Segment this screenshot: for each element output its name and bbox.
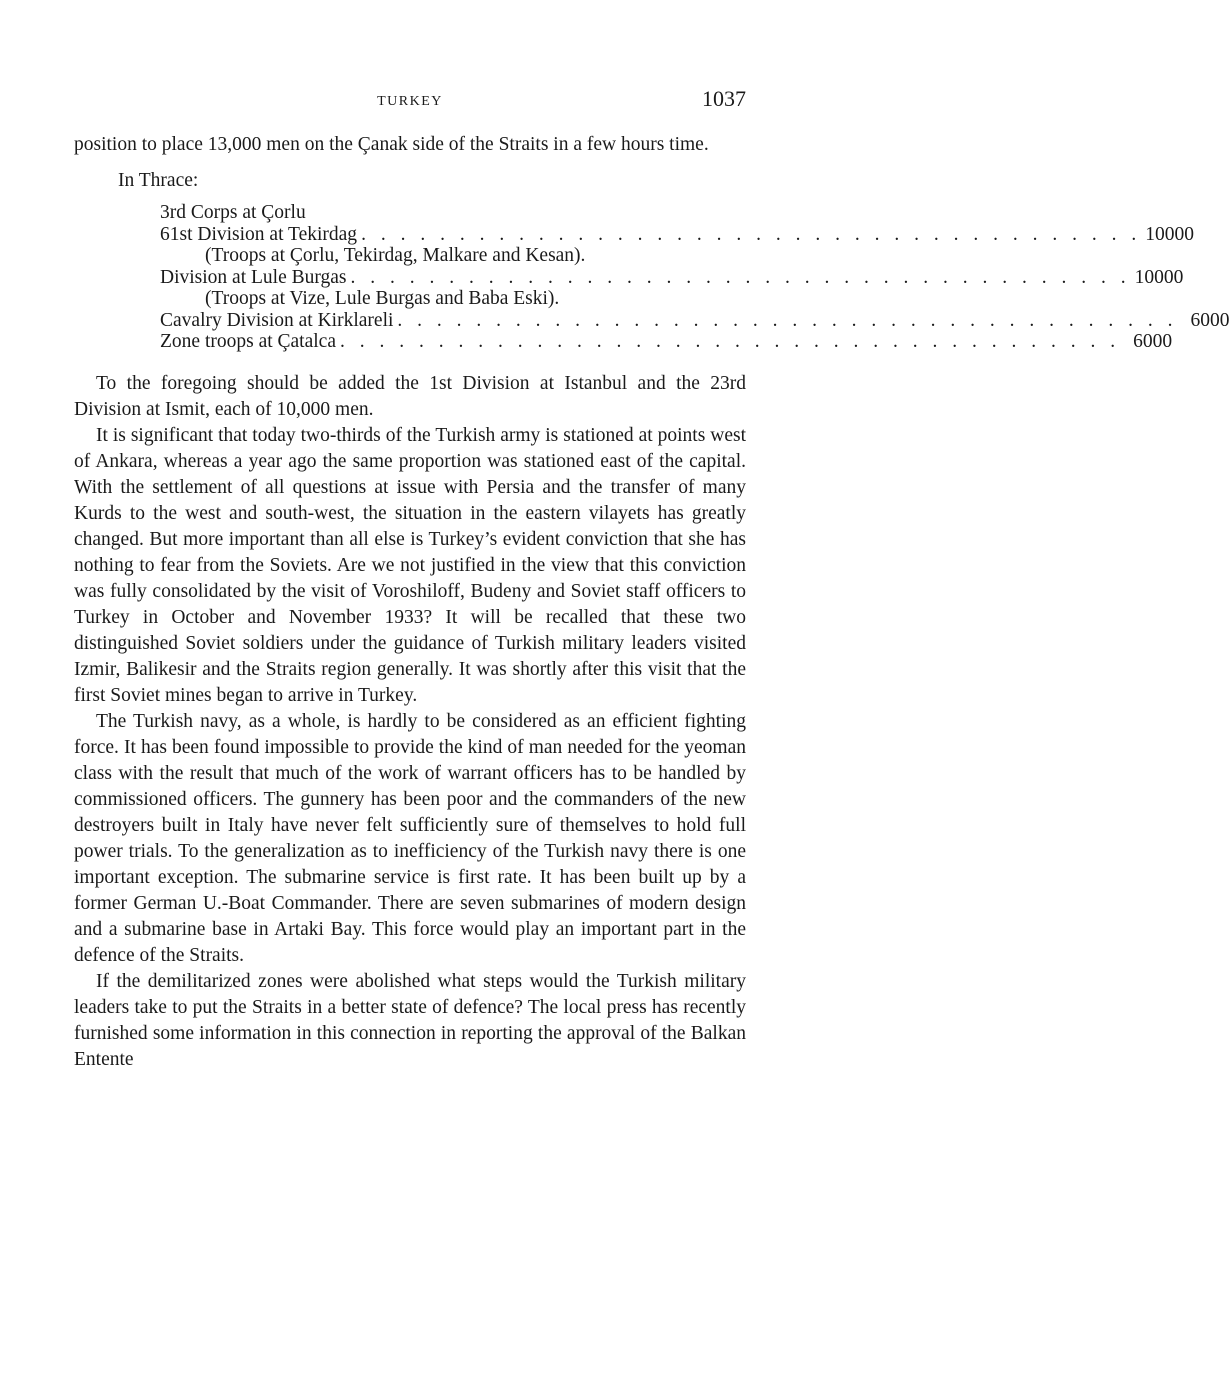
troop-row	[160, 331, 1173, 353]
leader-dots: . . . . . . . . . . . . . . . . . . . . . . . . . . . . . . . . . . . . . . . .	[361, 223, 1142, 245]
thrace-heading: In Thrace:	[118, 170, 199, 191]
troop-row	[160, 266, 1184, 289]
leader-dots: . . . . . . . . . . . . . . . . . . . . . . . . . . . . . . . . . . . . . . . .	[350, 266, 1131, 288]
troop-row-value: 6000	[1190, 309, 1230, 331]
corps-line: 3rd Corps at Çorlu	[160, 202, 306, 223]
troop-row-label: Cavalry Division at Kirklareli	[160, 309, 394, 331]
leader-dots: . . . . . . . . . . . . . . . . . . . . . . . . . . . . . . . . . . . . . . . .	[397, 309, 1178, 331]
troop-row-note: (Troops at Çorlu, Tekirdag, Malkare and Kesan).	[205, 245, 586, 266]
troop-table	[160, 202, 1230, 353]
troop-row-note: (Troops at Vize, Lule Burgas and Baba Eski).	[205, 288, 560, 309]
troop-row-label: 61st Division at Tekirdag	[160, 223, 358, 245]
paragraph: If the demilitarized zones were abolished what steps would the Turkish military leaders take to put the Straits in a better state of defence? The local press has recently furnished some information in this connection in reporting the approval of the Balkan Entente	[74, 970, 746, 1070]
troop-row	[160, 309, 1230, 332]
leader-dots: . . . . . . . . . . . . . . . . . . . . . . . . . . . . . . . . . . . . . . . .	[339, 331, 1121, 352]
running-head: TURKEY	[377, 94, 443, 109]
page-number: 1037	[702, 86, 746, 111]
troop-row-value: 10000	[1134, 266, 1184, 288]
spacer	[74, 353, 746, 371]
troop-row-label: Division at Lule Burgas	[160, 266, 347, 288]
page-header	[74, 86, 746, 116]
troop-row-label: Zone troops at Çatalca	[160, 331, 336, 352]
paragraph: To the foregoing should be added the 1st Division at Istanbul and the 23rd Division at Ismit, each of 10,000 men.	[74, 372, 746, 420]
troop-row-value: 6000	[1133, 331, 1173, 352]
body-text	[74, 132, 1230, 1073]
paragraph: The Turkish navy, as a whole, is hardly to be considered as an efficient fighting force. It has been found impossible to provide the kind of man needed for the yeoman class with the result that much of the work of warrant officers has to be handled by commissioned officers. The gunnery has been poor and the commanders of the new destroyers built in Italy have never felt sufficiently sure of themselves to hold full power trials. To the generalization as to inefficiency of the Turkish navy there is one important exception. The submarine service is first rate. It has been built up by a former German U.-Boat Commander. There are seven submarines of modern design and a submarine base in Artaki Bay. This force would play an important part in the defence of the Straits.	[74, 710, 746, 966]
troop-row-value: 10000	[1145, 223, 1194, 245]
paragraph-continuation: position to place 13,000 men on the Çanak side of the Straits in a few hours time.	[74, 134, 709, 155]
troop-row	[160, 223, 1194, 246]
paragraph: It is significant that today two-thirds of the Turkish army is stationed at points west of Ankara, whereas a year ago the same proportion was stationed east of the capital. With the settlement of all questions at issue with Persia and the transfer of many Kurds to the west and south-west, the situation in the eastern vilayets has greatly changed. But more important than all else is Turkey’s evident conviction that she has nothing to fear from the Soviets. Are we not justified in the view that this conviction was fully consolidated by the visit of Voroshiloff, Budeny and Soviet staff officers to Turkey in October and November 1933? It will be recalled that these two distinguished Soviet soldiers under the guidance of Turkish military leaders visited Izmir, Balikesir and the Straits region generally. It was shortly after this visit that the first Soviet mines began to arrive in Turkey.	[74, 424, 746, 706]
